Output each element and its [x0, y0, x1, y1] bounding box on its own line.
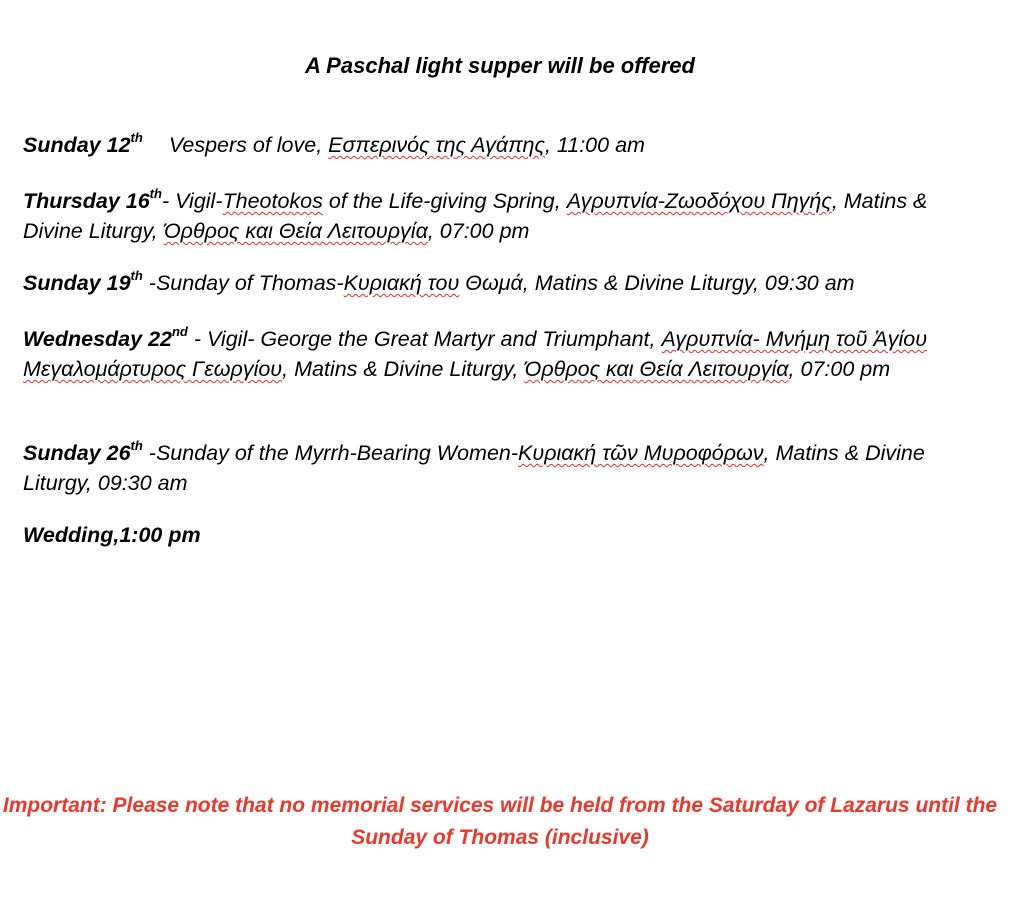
entry-greek-text: Κυριακή του — [343, 271, 460, 295]
entry-day: Thursday 16th — [23, 185, 162, 213]
entry-text: - Vigil- George the Great Martyr and Triumphant, — [187, 327, 662, 351]
entry-greek-text: Όρθρος και Θεία Λειτουργία — [524, 357, 789, 381]
entry-greek-text: Όρθρος και Θεία Λειτουργία — [163, 219, 428, 243]
important-notice: Important: Please note that no memorial services will be held from the Saturday of Lazarus until the Sunday of Thomas (inclusive) — [2, 794, 998, 849]
entry-text: -Sunday of Thomas- — [142, 271, 344, 295]
entry-text: Θωμά, Matins & Divine Liturgy, 09:30 am — [459, 271, 855, 295]
entry-greek-text: Εσπερινός της Αγάπης — [328, 133, 545, 157]
schedule-entry — [23, 130, 973, 160]
schedule-entry — [23, 186, 973, 246]
entry-greek-text: Αγρυπνία- Μνήμη τοῦ Ἁγίου Μεγαλομάρτυρος Γεωργίου — [23, 327, 928, 381]
entry-greek-text: Theotokos — [222, 189, 323, 213]
entry-text: - Vigil- — [161, 189, 223, 213]
schedule-entry — [23, 324, 973, 384]
entry-text: , 11:00 am — [544, 133, 645, 157]
entry-day: Wedding,1:00 pm — [23, 523, 201, 547]
entry-day: Sunday 12th — [23, 129, 143, 157]
schedule-entry — [23, 520, 973, 550]
entry-day: Wednesday 22nd — [23, 323, 188, 351]
entry-text: , Matins & Divine Liturgy, 09:30 am — [23, 441, 925, 495]
entry-text: , 07:00 pm — [788, 357, 891, 381]
entry-greek-text: Κυριακή τῶν Μυροφόρων — [518, 441, 764, 465]
schedule-entry — [23, 268, 973, 298]
entry-day: Sunday 19th — [23, 267, 143, 295]
entry-text: , 07:00 pm — [427, 219, 530, 243]
entry-greek-text: Αγρυπνία-Ζωοδόχου Πηγής — [566, 189, 832, 213]
schedule-entry — [23, 438, 973, 498]
entry-text: , Matins & Divine Liturgy, — [282, 357, 525, 381]
entry-text: of the Life-giving Spring, — [322, 189, 567, 213]
entry-text: , Matins & Divine Liturgy, — [23, 189, 928, 243]
entry-text: -Sunday of the Myrrh-Bearing Women- — [142, 441, 519, 465]
supper-announcement: A Paschal light supper will be offered — [305, 53, 695, 78]
entry-text: Vespers of love, — [168, 133, 329, 157]
entry-day: Sunday 26th — [23, 437, 143, 465]
